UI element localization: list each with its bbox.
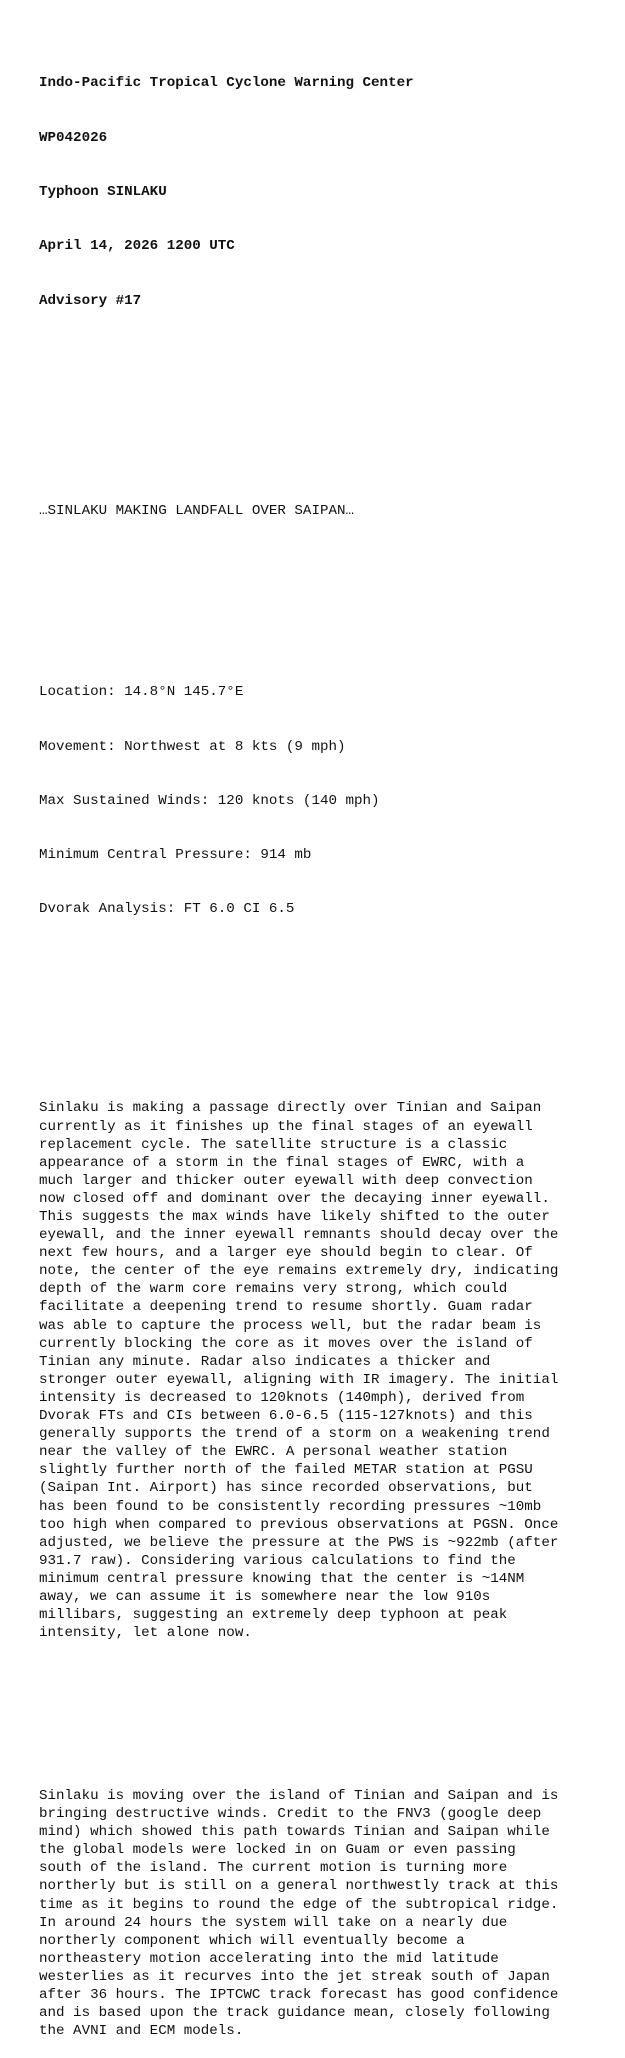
discussion-line: replacement cycle. The satellite structure is a classic — [39, 1136, 508, 1153]
discussion-line: This suggests the max winds have likely shifted to the outer — [39, 1209, 550, 1225]
warning-center-name: Indo-Pacific Tropical Cyclone Warning Center — [39, 75, 414, 92]
stat-location: Location: 14.8°N 145.7°E — [39, 684, 244, 701]
discussion-line: intensity, let alone now. — [39, 1625, 252, 1642]
discussion-line: facilitate a deepening trend to resume shortly. Guam radar — [39, 1299, 533, 1316]
discussion-line: stronger outer eyewall, aligning with IR imagery. The initial — [39, 1371, 559, 1388]
discussion-line: appearance of a storm in the final stages of EWRC, with a — [39, 1154, 525, 1171]
storm-statistics — [39, 647, 619, 955]
track-line: mind) which showed this path towards Tinian and Saipan while — [39, 1824, 550, 1841]
stat-min-pressure: Minimum Central Pressure: 914 mb — [39, 847, 312, 864]
advisory-number: Advisory #17 — [39, 292, 142, 309]
stat-max-winds: Max Sustained Winds: 120 knots (140 mph) — [39, 792, 380, 809]
track-line: bringing destructive winds. Credit to the FNV3 (google deep — [39, 1806, 542, 1823]
discussion-line: next few hours, and a larger eye should begin to clear. Of — [39, 1245, 533, 1262]
discussion-line: too high when compared to previous observations at PGSN. Once — [39, 1516, 559, 1533]
discussion-line: has been found to be consistently recording pressures ~10mb — [39, 1498, 542, 1515]
stat-movement: Movement: Northwest at 8 kts (9 mph) — [39, 738, 346, 755]
stat-dvorak: Dvorak Analysis: FT 6.0 CI 6.5 — [39, 901, 295, 918]
track-paragraph — [39, 1787, 619, 2040]
storm-name: Typhoon SINLAKU — [39, 183, 167, 200]
discussion-line: away, we can assume it is somewhere near the low 910s — [39, 1588, 491, 1605]
track-line: northerly but is still on a general northwestly track at this — [39, 1878, 559, 1895]
track-line: northerly component which will eventually become a — [39, 1932, 465, 1949]
discussion-line: minimum central pressure knowing that the center is ~14NM — [39, 1570, 525, 1587]
discussion-line: note, the center of the eye remains extremely dry, indicating — [39, 1263, 559, 1280]
discussion-line: slightly further north of the failed METAR station at PGSU — [39, 1462, 533, 1479]
track-line: northeastery motion accelerating into the mid latitude — [39, 1950, 499, 1967]
track-line: the global models were locked in on Guam or even passing — [39, 1842, 516, 1859]
discussion-line: intensity is decreased to 120knots (140mph), derived from — [39, 1389, 525, 1406]
advisory-headline: …SINLAKU MAKING LANDFALL OVER SAIPAN… — [39, 503, 355, 520]
discussion-line: Dvorak FTs and CIs between 6.0-6.5 (115-127knots) and this — [39, 1408, 533, 1425]
discussion-line: (Saipan Int. Airport) has since recorded observations, but — [39, 1480, 533, 1497]
track-line: and is based upon the track guidance mean, closely following — [39, 2005, 550, 2022]
discussion-line: 931.7 raw). Considering various calculations to find the — [39, 1552, 516, 1569]
track-line: the AVNI and ECM models. — [39, 2023, 244, 2040]
discussion-line: Sinlaku is making a passage directly over Tinian and Saipan — [39, 1100, 542, 1117]
discussion-paragraph — [39, 1099, 619, 1642]
advisory-document — [39, 2, 619, 2058]
discussion-line: much larger and thicker outer eyewall with deep convection — [39, 1172, 533, 1189]
discussion-line: now closed off and dominant over the decaying inner eyewall. — [39, 1190, 550, 1207]
track-line: south of the island. The current motion is turning more — [39, 1860, 508, 1877]
storm-id: WP042026 — [39, 129, 108, 146]
discussion-line: eyewall, and the inner eyewall remnants should decay over the — [39, 1227, 559, 1244]
track-line: Sinlaku is moving over the island of Tinian and Saipan and is — [39, 1788, 559, 1804]
discussion-line: near the valley of the EWRC. A personal weather station — [39, 1444, 508, 1461]
advisory-header — [39, 38, 619, 346]
discussion-line: adjusted, we believe the pressure at the PWS is ~922mb (after — [39, 1534, 559, 1551]
discussion-line: currently as it finishes up the final stages of an eyewall — [39, 1118, 533, 1135]
discussion-line: was able to capture the process well, but the radar beam is — [39, 1317, 542, 1334]
track-line: time as it begins to round the edge of the subtropical ridge. — [39, 1896, 559, 1913]
discussion-line: depth of the warm core remains very strong, which could — [39, 1281, 508, 1298]
track-line: after 36 hours. The IPTCWC track forecast has good confidence — [39, 1987, 559, 2004]
discussion-line: millibars, suggesting an extremely deep typhoon at peak — [39, 1607, 508, 1624]
track-line: In around 24 hours the system will take on a nearly due — [39, 1914, 508, 1931]
advisory-datetime: April 14, 2026 1200 UTC — [39, 238, 235, 255]
discussion-line: currently blocking the core as it moves over the island of — [39, 1335, 533, 1352]
track-line: westerlies as it recurves into the jet streak south of Japan — [39, 1968, 550, 1985]
discussion-line: Tinian any minute. Radar also indicates a thicker and — [39, 1353, 491, 1370]
discussion-line: generally supports the trend of a storm on a weakening trend — [39, 1426, 550, 1443]
